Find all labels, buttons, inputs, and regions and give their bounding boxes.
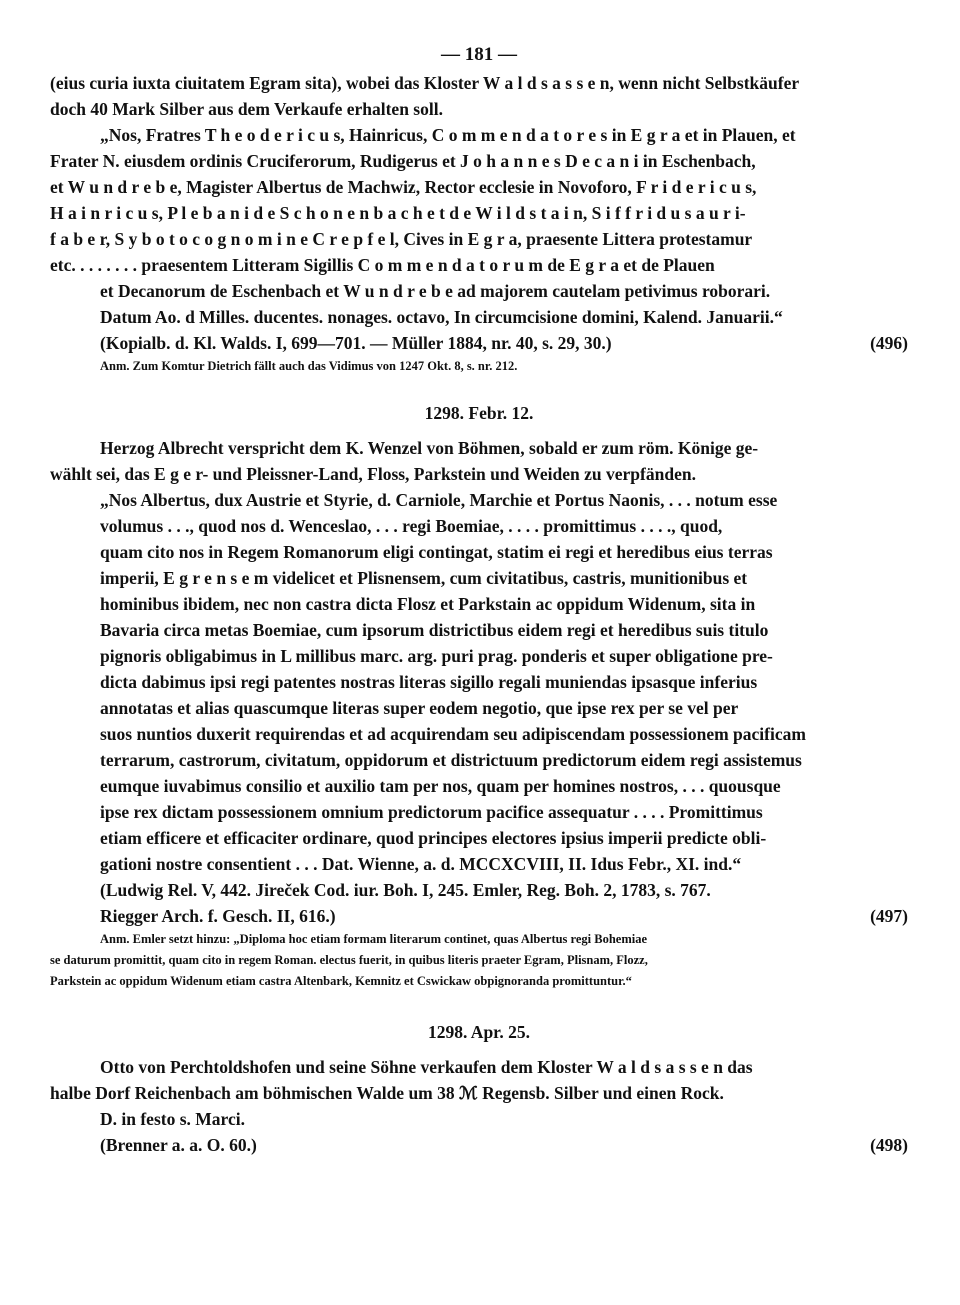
text-line: etiam efficere et efficaciter ordinare, quod principes electores ipsius imperii predicte obli- [100,828,767,848]
citation: Riegger Arch. f. Gesch. II, 616.) [100,906,336,926]
entry-496 [50,70,908,356]
text-line: suos nuntios duxerit requirendas et ad acquirendam seu adipiscendam possessionem pacificam [100,724,806,744]
citation-line [50,903,908,929]
text-line: Frater N. eiusdem ordinis Cruciferorum, Rudigerus et J o h a n n e s D e c a n i in Eschenbach, [50,151,756,171]
annotation-line: Anm. Emler setzt hinzu: „Diploma hoc etiam formam literarum continet, quas Albertus regi Bohemiae [100,932,648,946]
text-line: imperii, E g r e n s e m videlicet et Plisnensem, cum civitatibus, castris, munitionibus et [100,568,748,588]
text-line: eumque iuvabimus consilio et auxilio tam per nos, quam per homines nostros, . . . quousque [100,776,781,796]
summary-line: Herzog Albrecht verspricht dem K. Wenzel von Böhmen, sobald er zum röm. Könige ge- [100,438,759,458]
annotation [50,929,908,992]
text-line: annotatas et alias quascumque literas super eodem negotio, que ipse rex per se vel per [100,698,739,718]
text-line: (eius curia iuxta ciuitatem Egram sita), wobei das Kloster W a l d s a s s e n, wenn nicht Selbstkäufer [50,73,800,93]
text-line: et Decanorum de Eschenbach et W u n d r e b e ad majorem cautelam petivimus roborari. [100,281,771,301]
document-number: (497) [870,906,908,926]
citation: (Brenner a. a. O. 60.) [100,1135,257,1155]
summary-line: wählt sei, das E g e r- und Pleissner-Land, Floss, Parkstein und Weiden zu verpfänden. [50,464,696,484]
text-line: f a b e r, S y b o t o c o g n o m i n e C r e p f e l, Cives in E g r a, praesente Littera protestamur [50,229,753,249]
annotation-line: Anm. Zum Komtur Dietrich fällt auch das Vidimus von 1247 Okt. 8, s. nr. 212. [100,359,518,373]
page-number: — 181 — [441,44,517,65]
entry-497 [50,435,908,929]
text-line: terrarum, castrorum, civitatum, oppidorum et districtuum predictorum eidem regi assistemus [100,750,802,770]
annotation-line: Parkstein ac oppidum Widenum etiam castra Altenbark, Kemnitz et Cswickaw obpignoranda promittuntur.“ [50,974,632,988]
text-line: hominibus ibidem, nec non castra dicta Flosz et Parkstain ac oppidum Widenum, sita in [100,594,756,614]
text-line: doch 40 Mark Silber aus dem Verkaufe erhalten soll. [50,99,443,119]
text-line: gationi nostre consentient . . . Dat. Wienne, a. d. MCCXCVIII, II. Idus Febr., XI. ind.“ [100,854,742,874]
text-line: ipse rex dictam possessionem omnium predictorum pacifice assequatur . . . . Promittimus [100,802,763,822]
text-line: „Nos, Fratres T h e o d e r i c u s, Hainricus, C o m m e n d a t o r e s in E g r a et in Plauen, et [100,125,796,145]
annotation [50,356,908,377]
citation-line [50,1132,908,1158]
text-line: Datum Ao. d Milles. ducentes. nonages. octavo, In circumcisione domini, Kalend. Januarii.“ [100,307,783,327]
summary-line: halbe Dorf Reichenbach am böhmischen Walde um 38 ℳ Regensb. Silber und einen Rock. [50,1083,724,1103]
entry-date: 1298. Febr. 12. [424,403,534,423]
text-line: dicta dabimus ipsi regi patentes nostras literas sigillo regali muniendas ipsasque inferius [100,672,758,692]
document-number: (496) [870,333,908,353]
text-line: etc. . . . . . . . praesentem Litteram Sigillis C o m m e n d a t o r u m de E g r a et de Plauen [50,255,715,275]
dating-line: D. in festo s. Marci. [100,1109,245,1129]
summary-line: Otto von Perchtoldshofen und seine Söhne verkaufen dem Kloster W a l d s a s s e n das [100,1057,753,1077]
citation: (Kopialb. d. Kl. Walds. I, 699—701. — Müller 1884, nr. 40, s. 29, 30.) [100,333,612,353]
document-page [50,40,908,1158]
text-line: volumus . . ., quod nos d. Wenceslao, . . . regi Boemiae, . . . . promittimus . . . ., quod, [100,516,723,536]
text-line: „Nos Albertus, dux Austrie et Styrie, d. Carniole, Marchie et Portus Naonis, . . . notum esse [100,490,778,510]
text-line: et W u n d r e b e, Magister Albertus de Machwiz, Rector ecclesie in Novoforo, F r i d e r i c u s, [50,177,757,197]
text-line: pignoris obligabimus in L millibus marc. arg. puri prag. ponderis et super obligatione pre- [100,646,773,666]
document-number: (498) [870,1135,908,1155]
annotation-line: se daturum promittit, quam cito in regem Roman. electus fuerit, in quibus literis praeter Egram, Plisnam, Flozz, [50,953,648,967]
text-line: H a i n r i c u s, P l e b a n i d e S c h o n e n b a c h e t d e W i l d s t a i n, S i f f r i d u s a u r i- [50,203,746,223]
text-line: Bavaria circa metas Boemiae, cum ipsorum districtibus eidem regi et heredibus suis titulo [100,620,769,640]
citation-line [50,330,908,356]
entry-498 [50,1054,908,1158]
text-line: quam cito nos in Regem Romanorum eligi contingat, statim ei regi et heredibus eius terras [100,542,773,562]
text-line: (Ludwig Rel. V, 442. Jireček Cod. iur. Boh. I, 245. Emler, Reg. Boh. 2, 1783, s. 767. [100,880,711,900]
entry-date: 1298. Apr. 25. [428,1022,530,1042]
